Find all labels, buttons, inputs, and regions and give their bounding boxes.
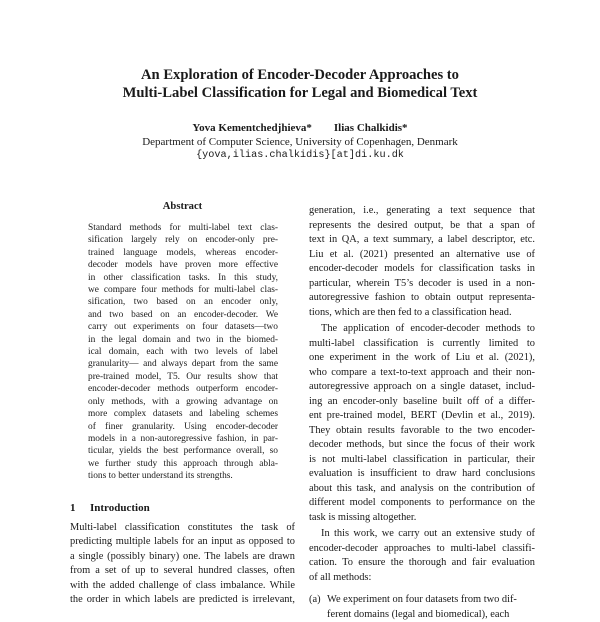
left-column [70,200,295,608]
author-block [60,121,540,163]
text-line: multi-label classification is currently limited to [309,337,535,352]
text-line: only methods, with a growing advantage on [88,396,278,408]
text-line: a single (possibly binary) one. The labels are drawn [70,550,295,565]
text-line: encoder-decoder methods outperform encoder- [88,383,278,395]
text-line: different model components to performance on the [309,496,535,511]
paragraph [309,527,535,585]
text-line: one experiment in the work of Liu et al. (2021), [309,351,535,366]
text-line: Liu et al. (2021) presented an alternative use of [309,248,535,263]
text-line: ent pre-trained model, BERT (Devlin et al., 2019). [309,409,535,424]
section-heading-introduction [70,501,295,515]
text-line: with the added challenge of class imbalance. While [70,579,295,594]
section-number: 1 [70,501,90,515]
text-line: Multi-label classification constitutes the task of [70,521,295,536]
text-line: tions to better understand its strengths. [88,470,278,482]
text-line: models in a non-autoregressive fashion, in par- [88,433,278,445]
text-line: sification, two based on an encoder only, [88,296,278,308]
author-name: Yova Kementchedjhieva* [192,122,311,134]
affiliation: Department of Computer Science, University of Copenhagen, Denmark [60,135,540,149]
text-line: Standard methods for multi-label text clas- [88,222,278,234]
text-line: trained language models, whereas encoder- [88,247,278,259]
list-marker: (a) [309,593,327,608]
text-line: about this task, and analysis on the contribution of [309,482,535,497]
text-line: we compare four methods for multi-label clas- [88,284,278,296]
text-line: tions, which are then fed to a classification head. [309,306,535,321]
text-line: decoder models have proven more effective [88,259,278,271]
section-title: Introduction [90,502,150,514]
text-line: task is missing altogether. [309,511,535,526]
text-line: autoregressive approach on a single dataset, includ- [309,380,535,395]
title-line-1: An Exploration of Encoder-Decoder Approaches to [60,66,540,84]
paper-title [60,66,540,102]
text-line: They obtain results favorable to the two encoder- [309,424,535,439]
author-names [60,121,540,135]
abstract-heading: Abstract [70,200,295,214]
text-line: ticular, yields the best performance overall, so [88,445,278,457]
text-line: predicting multiple labels for an input as opposed to [70,535,295,550]
text-line: ical domain, each with two levels of label [88,346,278,358]
text-line: encoder-decoder models for classification tasks in [309,262,535,277]
text-line: evaluation is insufficient to draw hard conclusions [309,467,535,482]
text-line: ing an encoder-only baseline built off of a differ- [309,395,535,410]
text-line: who compare a text-to-text approach and their non- [309,366,535,381]
text-line: is not multi-label classification in particular, their [309,453,535,468]
text-line: sification largely rely on encoder-only pre- [88,234,278,246]
text-line: of finer granularity. Using encoder-decoder [88,421,278,433]
text-line: the order in which labels are predicted is irrelevant, [70,593,295,608]
right-column [309,204,535,622]
text-line: granularity— and always depart from the same [88,358,278,370]
text-line: text in QA, a text summary, a label descriptor, etc. [309,233,535,248]
text-line: In this work, we carry out an extensive study of [309,527,535,542]
contribution-list-item [309,593,535,622]
text-line: and two based on an encoder-decoder. We [88,309,278,321]
text-line: carry out experiments on four datasets—two [88,321,278,333]
paragraph [309,204,535,320]
text-line: decoder methods, but since the focus of their work [309,438,535,453]
text-line [309,593,535,608]
text-line: represents the desired output, be that a span of [309,219,535,234]
text-line: more complex datasets and labeling schemes [88,408,278,420]
text-line: in other classification tasks. In this study, [88,272,278,284]
abstract-text [88,222,278,483]
text-line: we further study this approach through abla- [88,458,278,470]
list-item-text: ferent domains (legal and biomedical), each [327,609,509,620]
author-name: Ilias Chalkidis* [334,122,408,134]
paragraph [309,322,535,525]
text-line [309,608,535,622]
text-line: pre-trained model, T5. Our results show that [88,371,278,383]
text-line: of all methods: [309,571,535,586]
text-line: The application of encoder-decoder methods to [309,322,535,337]
text-line: particular, wherein T5’s decoder is used in a non- [309,277,535,292]
introduction-text [70,521,295,608]
list-item-text: We experiment on four datasets from two dif- [327,594,517,605]
author-email: {yova,ilias.chalkidis}[at]di.ku.dk [60,149,540,163]
text-line: from a set of up to several hundred classes, often [70,564,295,579]
title-line-2: Multi-Label Classification for Legal and Biomedical Text [60,84,540,102]
text-line: in the legal domain and two in the biomed- [88,334,278,346]
text-line: cation. To ensure the thorough and fair evaluation [309,556,535,571]
text-line: autoregressive fashion to obtain output representa- [309,291,535,306]
text-line: encoder-decoder approaches to multi-label classifi- [309,542,535,557]
text-line: generation, i.e., generating a text sequence that [309,204,535,219]
